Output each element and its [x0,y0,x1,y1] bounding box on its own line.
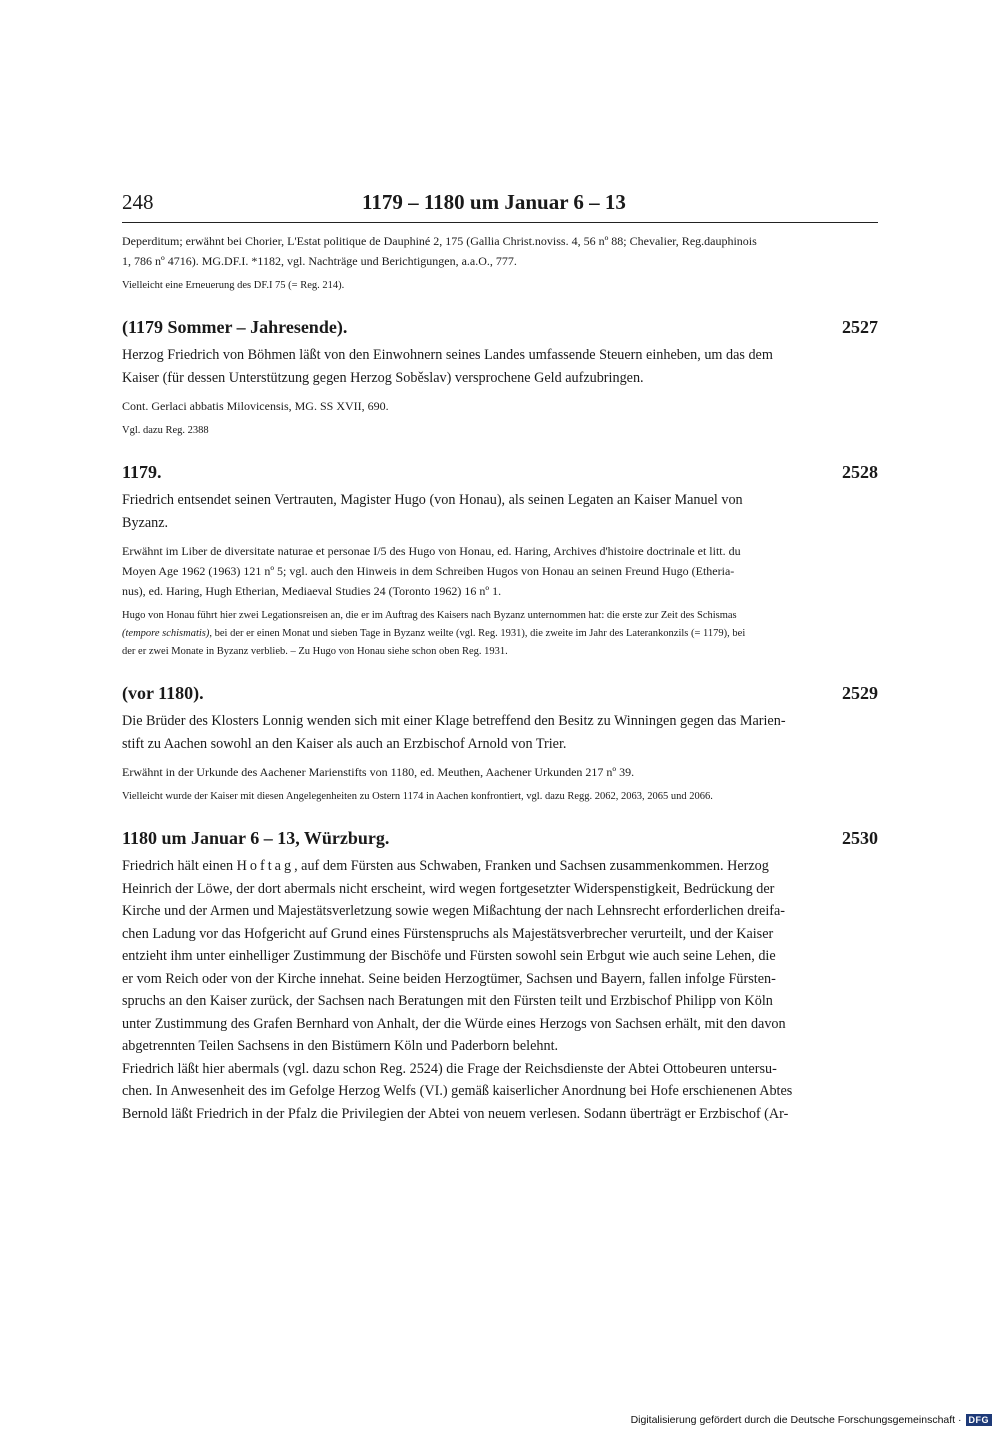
entry-number: 2530 [842,828,878,848]
entry-first-line [122,855,878,878]
entry-text-line: Herzog Friedrich von Böhmen läßt von den Einwohnern seines Landes umfassende Steuern einheben, um das dem [122,347,773,363]
entry-note: Vielleicht wurde der Kaiser mit diesen Angelegenheiten zu Ostern 1174 in Aachen konfrontiert, vgl. dazu Regg. 2062, 2063, 2065 und 2066. [122,791,713,802]
entry-header-2527 [122,317,878,338]
entry-date: 1179. [122,462,162,482]
entry-note-line: der er zwei Monate in Byzanz verblieb. – Zu Hugo von Honau siehe schon oben Reg. 1931. [122,646,508,657]
entry-header-2528 [122,462,878,483]
entry-source: Erwähnt in der Urkunde des Aachener Marienstifts von 1180, ed. Meuthen, Aachener Urkunden 217 nº 39. [122,765,635,779]
entry-text-line: stift zu Aachen sowohl an den Kaiser als auch an Erzbischof Arnold von Trier. [122,735,567,752]
running-title: 1179 – 1180 um Januar 6 – 13 [362,190,626,214]
entry-text-segment: Friedrich hält einen [122,858,234,874]
entry-text-line: Kirche und der Armen und Majestätsverletzung sowie wegen Mißachtung der nach Lehnsrecht erforderlichen dreifa- [122,903,786,919]
entry-note-line: (tempore schismatis), bei der er einen Monat und sieben Tage in Byzanz weilte (vgl. Reg. 1931), die zweite im Jahr des Laterankonzils (= 1179), bei [122,628,746,639]
entry-number: 2529 [842,683,878,703]
entry-number: 2528 [842,462,878,482]
entry-text-line: Heinrich der Löwe, der dort abermals nicht erscheint, wird wegen fortgesetzter Widerspenstigkeit, Bedrückung der [122,880,775,897]
entry-text-line: entzieht ihm unter einhelliger Zustimmung der Bischöfe und Fürsten sowohl sein Erbgut wie auch seine Lehen, die [122,948,776,964]
entry-date: (vor 1180). [122,683,204,703]
entry-text-segment: , auf dem Fürsten aus Schwaben, Franken und Sachsen zusammenkommen. Herzog [294,858,769,874]
entry-number: 2527 [842,317,878,337]
entry-note-line: Hugo von Honau führt hier zwei Legationsreisen an, die er im Auftrag des Kaisers nach Byzanz unternommen hat: die erste zur Zeit des Schismas [122,610,737,621]
entry-date: 1180 um Januar 6 – 13, Würzburg. [122,828,390,848]
spaced-term: Hoftag [236,858,295,874]
entry-source-line: Moyen Age 1962 (1963) 121 nº 5; vgl. auch den Hinweis in dem Schreiben Hugos von Honau an seinen Freund Hugo (Etheria- [122,564,735,578]
running-head [122,190,878,223]
page-number: 248 [122,190,154,214]
entry-text-line: Die Brüder des Klosters Lonnig wenden sich mit einer Klage betreffend den Besitz zu Winningen gegen das Marien- [122,713,786,729]
prev-source-line: Deperditum; erwähnt bei Chorier, L'Estat politique de Dauphiné 2, 175 (Gallia Christ.noviss. 4, 56 nº 88; Chevalier, Reg.dauphinois [122,234,757,248]
entry-text-line: chen Ladung vor das Hofgericht auf Grund eines Fürstenspruchs als Majestätsverbrecher verurteilt, und der Kaiser [122,925,774,942]
entry-text-line: Byzanz. [122,514,169,531]
entry-text-line: er vom Reich oder von der Kirche innehat. Seine beiden Herzogtümer, Sachsen und Bayern, fallen infolge Fürsten- [122,970,776,987]
footer-text: Digitalisierung gefördert durch die Deutsche Forschungsgemeinschaft · [630,1414,962,1426]
entry-text-line: unter Zustimmung des Grafen Bernhard von Anhalt, der die Würde eines Herzogs von Sachsen erhält, mit den davon [122,1015,786,1032]
entry-source: Cont. Gerlaci abbatis Milovicensis, MG. SS XVII, 690. [122,399,389,413]
prev-source-line: 1, 786 nº 4716). MG.DF.I. *1182, vgl. Nachträge und Berichtigungen, a.a.O., 777. [122,254,517,268]
entry-source-line: Erwähnt im Liber de diversitate naturae et personae I/5 des Hugo von Honau, ed. Haring, Archives d'histoire doctrinale et litt. du [122,544,741,558]
entry-note: Vgl. dazu Reg. 2388 [122,425,209,436]
italic-term: (tempore schismatis) [122,628,210,639]
entry-header-2530 [122,828,878,849]
entry-date: (1179 Sommer – Jahresende). [122,317,348,337]
entry-source-line: nus), ed. Haring, Hugh Etherian, Mediaeval Studies 24 (Toronto 1962) 16 nº 1. [122,584,502,598]
entry-text-line: abgetrennten Teilen Sachsens in den Bistümern Köln und Paderborn belehnt. [122,1038,559,1054]
entry-text-line: spruchs an den Kaiser zurück, der Sachsen nach Beratungen mit den Fürsten teilt und Erzbischof Philipp von Köln [122,993,773,1009]
footer-credit [631,1414,992,1426]
entry-text-line: chen. In Anwesenheit des im Gefolge Herzog Welfs (VI.) gemäß kaiserlicher Anordnung bei Hofe erschienenen Abtes [122,1083,793,1099]
dfg-logo-icon: DFG [966,1414,993,1426]
entry-text-line: Bernold läßt Friedrich in der Pfalz die Privilegien der Abtei von neuem verlesen. Sodann überträgt er Erzbischof (Ar- [122,1105,789,1122]
prev-note: Vielleicht eine Erneuerung des DF.I 75 (= Reg. 214). [122,280,345,291]
entry-text-line: Kaiser (für dessen Unterstützung gegen Herzog Soběslav) versprochene Geld aufzubringen. [122,369,644,386]
entry-text-line: Friedrich läßt hier abermals (vgl. dazu schon Reg. 2524) die Frage der Reichsdienste der Abtei Ottobeuren untersu- [122,1060,777,1077]
page-content [122,190,878,1125]
entry-header-2529 [122,683,878,704]
entry-text-line: Friedrich entsendet seinen Vertrauten, Magister Hugo (von Honau), als seinen Legaten an Kaiser Manuel von [122,492,743,508]
